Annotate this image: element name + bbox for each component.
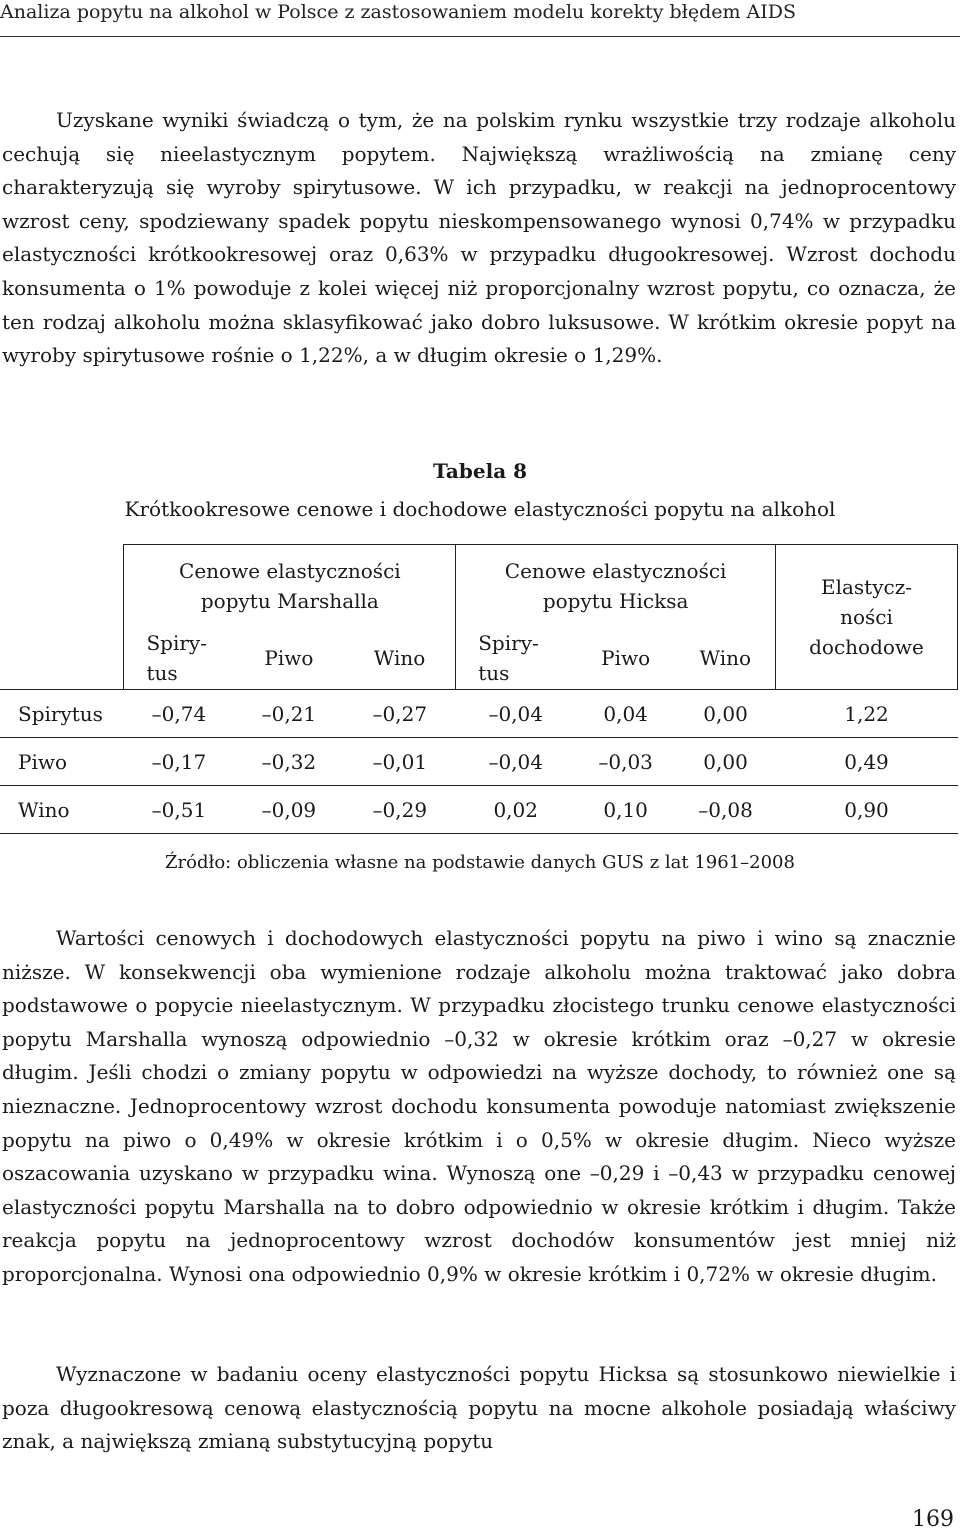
table-cell: –0,03 [598, 749, 653, 774]
table-cell: –0,04 [488, 749, 543, 774]
header-income-line1: Elastycz- [821, 575, 913, 599]
table-cell: –0,32 [261, 749, 317, 774]
subheader-marshall-spirits-line2: tus [146, 661, 178, 685]
header-hicks-group [456, 545, 776, 628]
subheader-marshall-beer: Piwo [234, 627, 344, 690]
table-cell: –0,08 [698, 797, 753, 822]
table-source-note: Źródło: obliczenia własne na podstawie danych GUS z lat 1961–2008 [165, 852, 795, 873]
header-marshall-line2: popytu Marshalla [200, 589, 379, 613]
paragraph-1: Uzyskane wyniki świadczą o tym, że na polskim rynku wszystkie trzy rodzaje alkoholu cechują się nieelastycznym popytem. Największą wrażliwością na zmianę ceny charakteryzują się wyroby spirytusowe. W ich przypadku, w reakcji na jednoprocentowy wzrost ceny, spodziewany spadek popytu nieskompensowanego wynosi 0,74% w przypadku elastyczności krótkookresowej oraz 0,63% w przypadku długookresowej. Wzrost dochodu konsumenta o 1% powoduje z kolei więcej niż proporcjonalny wzrost popytu, co oznacza, że ten rodzaj alkoholu można sklasyfikować jako dobro luksusowe. W krótkim okresie popyt na wyroby spirytusowe rośnie o 1,22%, a w długim okresie o 1,29%. [2, 108, 956, 368]
table-cell: –0,29 [372, 797, 428, 822]
table-corner-cell [0, 545, 124, 690]
table-cell: –0,17 [151, 749, 207, 774]
subheader-hicks-spirits [456, 627, 576, 690]
table-cell: 0,00 [703, 701, 748, 726]
subheader-hicks-beer: Piwo [576, 627, 676, 690]
table-title: Krótkookresowe cenowe i dochodowe elastyczności popytu na alkohol [124, 497, 836, 521]
table-cell: 0,90 [844, 797, 889, 822]
header-income-line2: ności [840, 605, 893, 629]
table-cell: –0,27 [372, 701, 428, 726]
table-cell: 0,49 [844, 749, 889, 774]
header-income-line3: dochodowe [809, 635, 924, 659]
subheader-marshall-spirits [124, 627, 234, 690]
page-number: 169 [912, 1507, 954, 1532]
row-label: Piwo [18, 749, 68, 774]
table-row-wine [0, 786, 958, 834]
table-cell: 0,04 [603, 701, 648, 726]
table-cell: –0,09 [261, 797, 317, 822]
table-cell: –0,74 [151, 701, 207, 726]
subheader-marshall-spirits-line1: Spiry- [146, 631, 207, 655]
paragraph-2: Wartości cenowych i dochodowych elastyczności popytu na piwo i wino są znacznie niższe. W konsekwencji oba wymienione rodzaje alkoholu można traktować jako dobra podstawowe o popycie nieelastycznym. W przypadku złocistego trunku cenowe elastyczności popytu Marshalla wynoszą odpowiednio –0,32 w okresie krótkim oraz –0,27 w okresie długim. Jeśli chodzi o zmiany popytu w odpowiedzi na wyższe dochody, to również one są nieznaczne. Jednoprocentowy wzrost dochodu konsumenta powoduje natomiast zwiększenie popytu na piwo o 0,49% w okresie krótkim i o 0,5% w okresie długim. Nieco wyższe oszacowania uzyskano w przypadku wina. Wynoszą one –0,29 i –0,43 w przypadku cenowej elastyczności popytu Marshalla na to dobro odpowiednio w okresie krótkim i długim. Także reakcja popytu na jednoprocentowy wzrost dochodów konsumentów jest mniej niż proporcjonalna. Wynosi ona odpowiednio 0,9% w okresie krótkim i 0,72% w okresie długim. [2, 926, 956, 1286]
header-hicks-line2: popytu Hicksa [542, 589, 689, 613]
subheader-hicks-spirits-line1: Spiry- [478, 631, 539, 655]
elasticity-table [0, 544, 958, 834]
header-marshall-group [124, 545, 456, 628]
row-label: Wino [18, 797, 70, 822]
header-marshall-line1: Cenowe elastyczności [179, 559, 401, 583]
table-cell: –0,01 [372, 749, 428, 774]
table-cell: –0,04 [488, 701, 543, 726]
table-cell: 1,22 [844, 701, 889, 726]
table-cell: –0,21 [261, 701, 317, 726]
table-cell: 0,00 [703, 749, 748, 774]
table-number: Tabela 8 [432, 459, 528, 483]
table-cell: 0,02 [493, 797, 538, 822]
header-income-elasticity [776, 545, 958, 690]
subheader-hicks-spirits-line2: tus [478, 661, 510, 685]
table-cell: –0,51 [151, 797, 207, 822]
table-row-spirits [0, 690, 958, 738]
header-rule [0, 36, 960, 37]
subheader-hicks-wine: Wino [676, 627, 776, 690]
running-header: Analiza popytu na alkohol w Polsce z zastosowaniem modelu korekty błędem AIDS [0, 1, 797, 23]
paragraph-3: Wyznaczone w badaniu oceny elastyczności popytu Hicksa są stosunkowo niewielkie i poza długookresową cenową elastycznością popytu na mocne alkohole posiadają właściwy znak, a największą zmianą substytucyjną popytu [2, 1362, 956, 1454]
row-label: Spirytus [18, 701, 103, 726]
subheader-marshall-wine: Wino [344, 627, 456, 690]
header-hicks-line1: Cenowe elastyczności [504, 559, 727, 583]
table-cell: 0,10 [603, 797, 648, 822]
table-row-beer [0, 738, 958, 786]
